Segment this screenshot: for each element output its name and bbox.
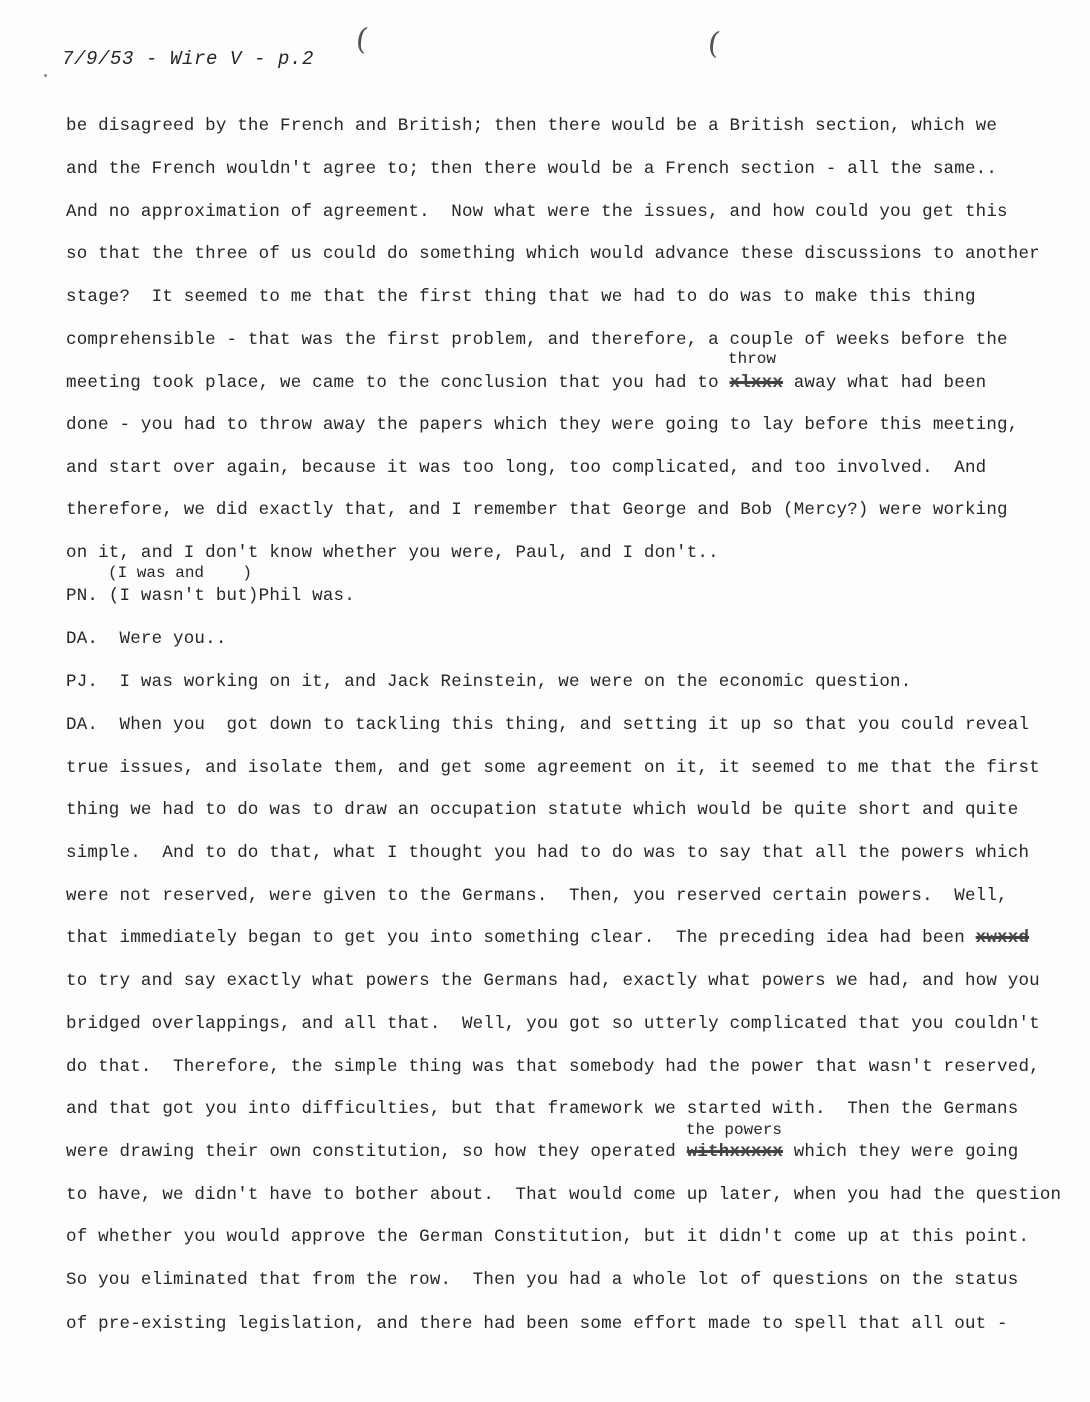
text-line-21: to try and say exactly what powers the Germans had, exactly what powers we had, and how you bbox=[66, 971, 1040, 991]
interlinear-i-was-and: (I was and ) bbox=[108, 564, 253, 582]
struck-word-3: withxxxxx bbox=[686, 1142, 784, 1162]
text-line-5: stage? It seemed to me that the first thing that we had to do was to make this thing bbox=[66, 287, 976, 307]
text-line-16: true issues, and isolate them, and get some agreement on it, it seemed to me that the first bbox=[66, 758, 1040, 778]
text-line-4: so that the three of us could do something which would advance these discussions to another bbox=[66, 244, 1040, 264]
text-line-20-start: that immediately began to get you into something clear. The preceding idea had been bbox=[66, 928, 976, 948]
text-line-7-start: meeting took place, we came to the conclusion that you had to bbox=[66, 373, 730, 393]
text-line-2: and the French wouldn't agree to; then there would be a French section - all the same.. bbox=[66, 159, 998, 179]
interlinear-throw: throw bbox=[728, 350, 777, 368]
text-line-3: And no approximation of agreement. Now what were the issues, and how could you get this bbox=[66, 202, 1008, 222]
speaker-line-da-2: DA. When you got down to tackling this thing, and setting it up so that you could reveal bbox=[66, 715, 1030, 735]
speaker-line-pn: PN. (I wasn't but)Phil was. bbox=[66, 586, 355, 606]
text-line-28: So you eliminated that from the row. Then you had a whole lot of questions on the status bbox=[66, 1270, 1019, 1290]
struck-word-1: xlxxx bbox=[729, 373, 784, 393]
paper-speck bbox=[44, 74, 47, 77]
margin-mark-2: ( bbox=[705, 25, 723, 62]
text-line-9: and start over again, because it was too long, too complicated, and too involved. And bbox=[66, 458, 987, 478]
text-line-24: and that got you into difficulties, but that framework we started with. Then the Germans bbox=[66, 1099, 1019, 1119]
text-line-7 bbox=[66, 373, 986, 393]
text-line-7-end: away what had been bbox=[783, 373, 987, 393]
text-line-17: thing we had to do was to draw an occupation statute which would be quite short and quite bbox=[66, 800, 1019, 820]
interlinear-the-powers: the powers bbox=[686, 1121, 783, 1139]
text-line-18: simple. And to do that, what I thought you had to do was to say that all the powers which bbox=[66, 843, 1030, 863]
page-header: 7/9/53 - Wire V - p.2 bbox=[62, 48, 315, 70]
text-line-29: of pre-existing legislation, and there had been some effort made to spell that all out - bbox=[66, 1314, 1008, 1334]
text-line-10: therefore, we did exactly that, and I remember that George and Bob (Mercy?) were working bbox=[66, 500, 1008, 520]
text-line-6: comprehensible - that was the first problem, and therefore, a couple of weeks before the bbox=[66, 330, 1008, 350]
text-line-11: on it, and I don't know whether you were, Paul, and I don't.. bbox=[66, 543, 719, 563]
text-line-20 bbox=[66, 928, 1029, 948]
struck-word-2: xwxxd bbox=[975, 928, 1030, 948]
speaker-line-da-1: DA. Were you.. bbox=[66, 629, 227, 649]
margin-mark-1: ( bbox=[353, 21, 371, 58]
text-line-1: be disagreed by the French and British; then there would be a British section, which we bbox=[66, 116, 998, 136]
text-line-27: of whether you would approve the German Constitution, but it didn't come up at this point. bbox=[66, 1227, 1030, 1247]
text-line-22: bridged overlappings, and all that. Well, you got so utterly complicated that you couldn't bbox=[66, 1014, 1040, 1034]
text-line-25-start: were drawing their own constitution, so how they operated bbox=[66, 1142, 687, 1162]
text-line-25-end: which they were going bbox=[783, 1142, 1019, 1162]
text-line-26: to have, we didn't have to bother about. That would come up later, when you had the question bbox=[66, 1185, 1062, 1205]
speaker-line-pj: PJ. I was working on it, and Jack Reinstein, we were on the economic question. bbox=[66, 672, 912, 692]
text-line-8: done - you had to throw away the papers which they were going to lay before this meeting, bbox=[66, 415, 1019, 435]
text-line-19: were not reserved, were given to the Germans. Then, you reserved certain powers. Well, bbox=[66, 886, 1008, 906]
text-line-23: do that. Therefore, the simple thing was that somebody had the power that wasn't reserved, bbox=[66, 1057, 1040, 1077]
text-line-25 bbox=[66, 1142, 1018, 1162]
